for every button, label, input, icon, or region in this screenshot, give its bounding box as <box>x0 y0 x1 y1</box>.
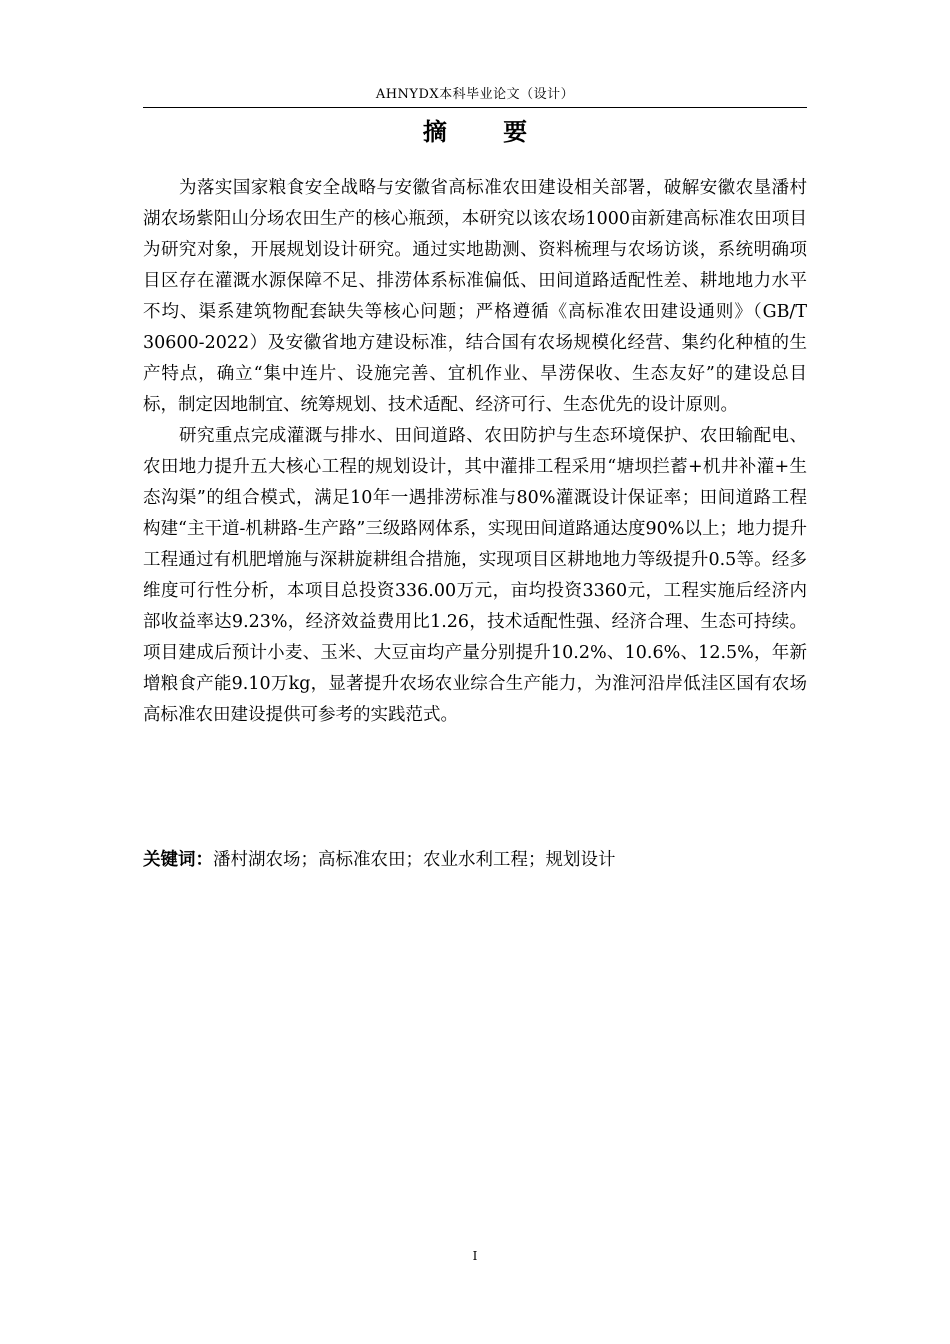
abstract-paragraph-2: 研究重点完成灌溉与排水、田间道路、农田防护与生态环境保护、农田输配电、农田地力提升五大核心工程的规划设计，其中灌排工程采用“塘坝拦蓄+机井补灌+生态沟渠”的组合模式，满足10年一遇排涝标准与80%灌溉设计保证率；田间道路工程构建“主干道-机耕路-生产路”三级路网体系，实现田间道路通达度90%以上；地力提升工程通过有机肥增施与深耕旋耕组合措施，实现项目区耕地地力等级提升0.5等。经多维度可行性分析，本项目总投资336.00万元，亩均投资3360元，工程实施后经济内部收益率达9.23%，经济效益费用比1.26，技术适配性强、经济合理、生态可持续。项目建成后预计小麦、玉米、大豆亩均产量分别提升10.2%、10.6%、12.5%，年新增粮食产能9.10万kg，显著提升农场农业综合生产能力，为淮河沿岸低洼区国有农场高标准农田建设提供可参考的实践范式。 <box>143 426 807 725</box>
page-number: I <box>472 1249 478 1263</box>
keywords-value: 潘村湖农场；高标准农田；农业水利工程；规划设计 <box>213 850 616 870</box>
abstract-paragraph-1: 为落实国家粮食安全战略与安徽省高标准农田建设相关部署，破解安徽农垦潘村湖农场紫阳山分场农田生产的核心瓶颈，本研究以该农场1000亩新建高标准农田项目为研究对象，开展规划设计研究。通过实地勘测、资料梳理与农场访谈，系统明确项目区存在灌溉水源保障不足、排涝体系标准偏低、田间道路适配性差、耕地地力水平不均、渠系建筑物配套缺失等核心问题；严格遵循《高标准农田建设通则》（GB/T 30600-2022）及安徽省地方建设标准，结合国有农场规模化经营、集约化种植的生产特点，确立“集中连片、设施完善、宜机作业、旱涝保收、生态友好”的建设总目标，制定因地制宜、统筹规划、技术适配、经济可行、生态优先的设计原则。 <box>143 178 807 415</box>
keywords-line <box>143 845 807 876</box>
running-header: AHNYDX本科毕业论文（设计） <box>375 87 575 102</box>
keywords-label: 关键词： <box>143 850 213 870</box>
header-divider <box>143 107 807 108</box>
abstract-body <box>143 173 807 731</box>
abstract-title: 摘 要 <box>422 118 552 146</box>
